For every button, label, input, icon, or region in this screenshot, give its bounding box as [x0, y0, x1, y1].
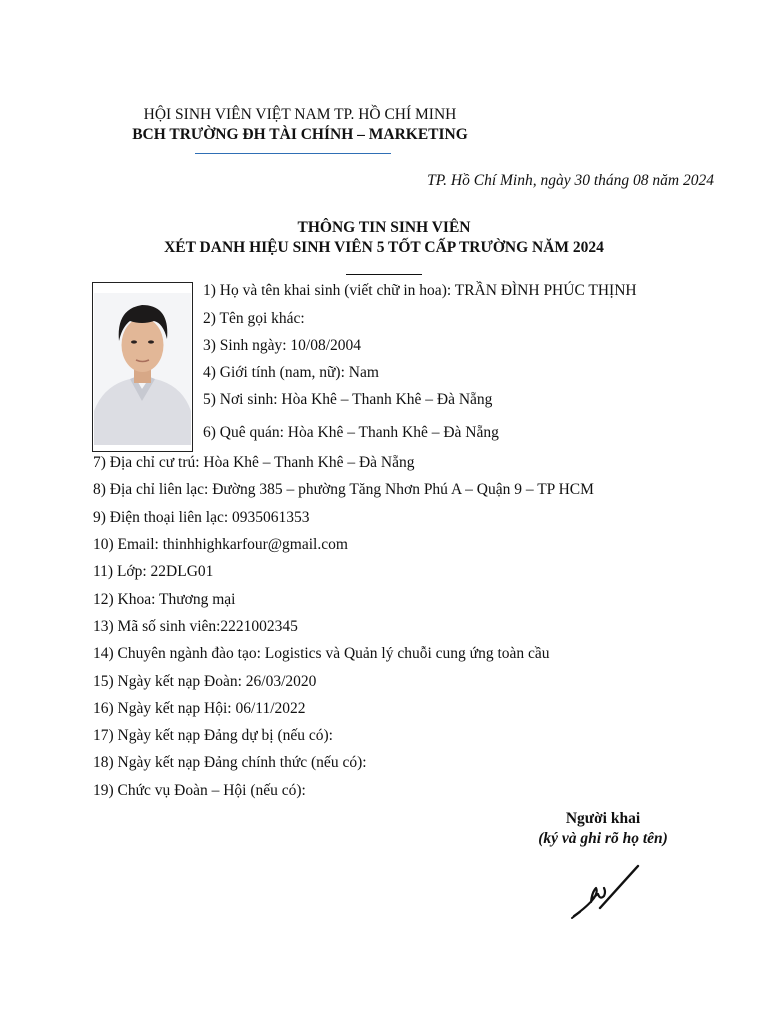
field-party-probation-date: 17) Ngày kết nạp Đảng dự bị (nếu có): — [93, 727, 333, 744]
field-party-official-date: 18) Ngày kết nạp Đảng chính thức (nếu có): — [93, 754, 367, 771]
field-student-id: 13) Mã số sinh viên:2221002345 — [93, 618, 298, 635]
field-major: 14) Chuyên ngành đào tạo: Logistics và Quản lý chuỗi cung ứng toàn cầu — [93, 645, 550, 662]
field-union-join-date: 15) Ngày kết nạp Đoàn: 26/03/2020 — [93, 673, 317, 690]
document-subtitle: XÉT DANH HIỆU SINH VIÊN 5 TỐT CẤP TRƯỜNG NĂM 2024 — [164, 239, 604, 256]
field-position: 19) Chức vụ Đoàn – Hội (nếu có): — [93, 782, 306, 799]
student-portrait-image — [94, 293, 191, 445]
document-title: THÔNG TIN SINH VIÊN — [297, 219, 471, 236]
student-photo — [92, 282, 193, 452]
field-other-name: 2) Tên gọi khác: — [203, 310, 305, 327]
field-phone: 9) Điện thoại liên lạc: 0935061353 — [93, 509, 310, 526]
field-birthplace: 5) Nơi sinh: Hòa Khê – Thanh Khê – Đà Nẵng — [203, 391, 493, 408]
field-class: 11) Lớp: 22DLG01 — [93, 563, 214, 580]
field-association-join-date: 16) Ngày kết nạp Hội: 06/11/2022 — [93, 700, 306, 717]
title-underline — [346, 274, 422, 275]
committee-name: BCH TRƯỜNG ĐH TÀI CHÍNH – MARKETING — [132, 126, 468, 143]
field-full-name: 1) Họ và tên khai sinh (viết chữ in hoa): TRẦN ĐÌNH PHÚC THỊNH — [203, 282, 637, 299]
field-faculty: 12) Khoa: Thương mại — [93, 591, 236, 608]
field-email: 10) Email: thinhhighkarfour@gmail.com — [93, 536, 348, 553]
place-date: TP. Hồ Chí Minh, ngày 30 tháng 08 năm 2024 — [427, 172, 714, 189]
field-birth-date: 3) Sinh ngày: 10/08/2004 — [203, 337, 362, 354]
field-gender: 4) Giới tính (nam, nữ): Nam — [203, 364, 379, 381]
field-residence: 7) Địa chỉ cư trú: Hòa Khê – Thanh Khê – Đà Nẵng — [93, 454, 415, 471]
field-hometown: 6) Quê quán: Hòa Khê – Thanh Khê – Đà Nẵng — [203, 424, 499, 441]
organization-name: HỘI SINH VIÊN VIỆT NAM TP. HỒ CHÍ MINH — [143, 106, 457, 123]
signer-note: (ký và ghi rõ họ tên) — [538, 830, 668, 847]
signer-title: Người khai — [565, 810, 641, 827]
header-underline — [195, 153, 391, 154]
field-contact-address: 8) Địa chỉ liên lạc: Đường 385 – phường Tăng Nhơn Phú A – Quận 9 – TP HCM — [93, 481, 594, 498]
handwritten-signature — [566, 862, 646, 922]
